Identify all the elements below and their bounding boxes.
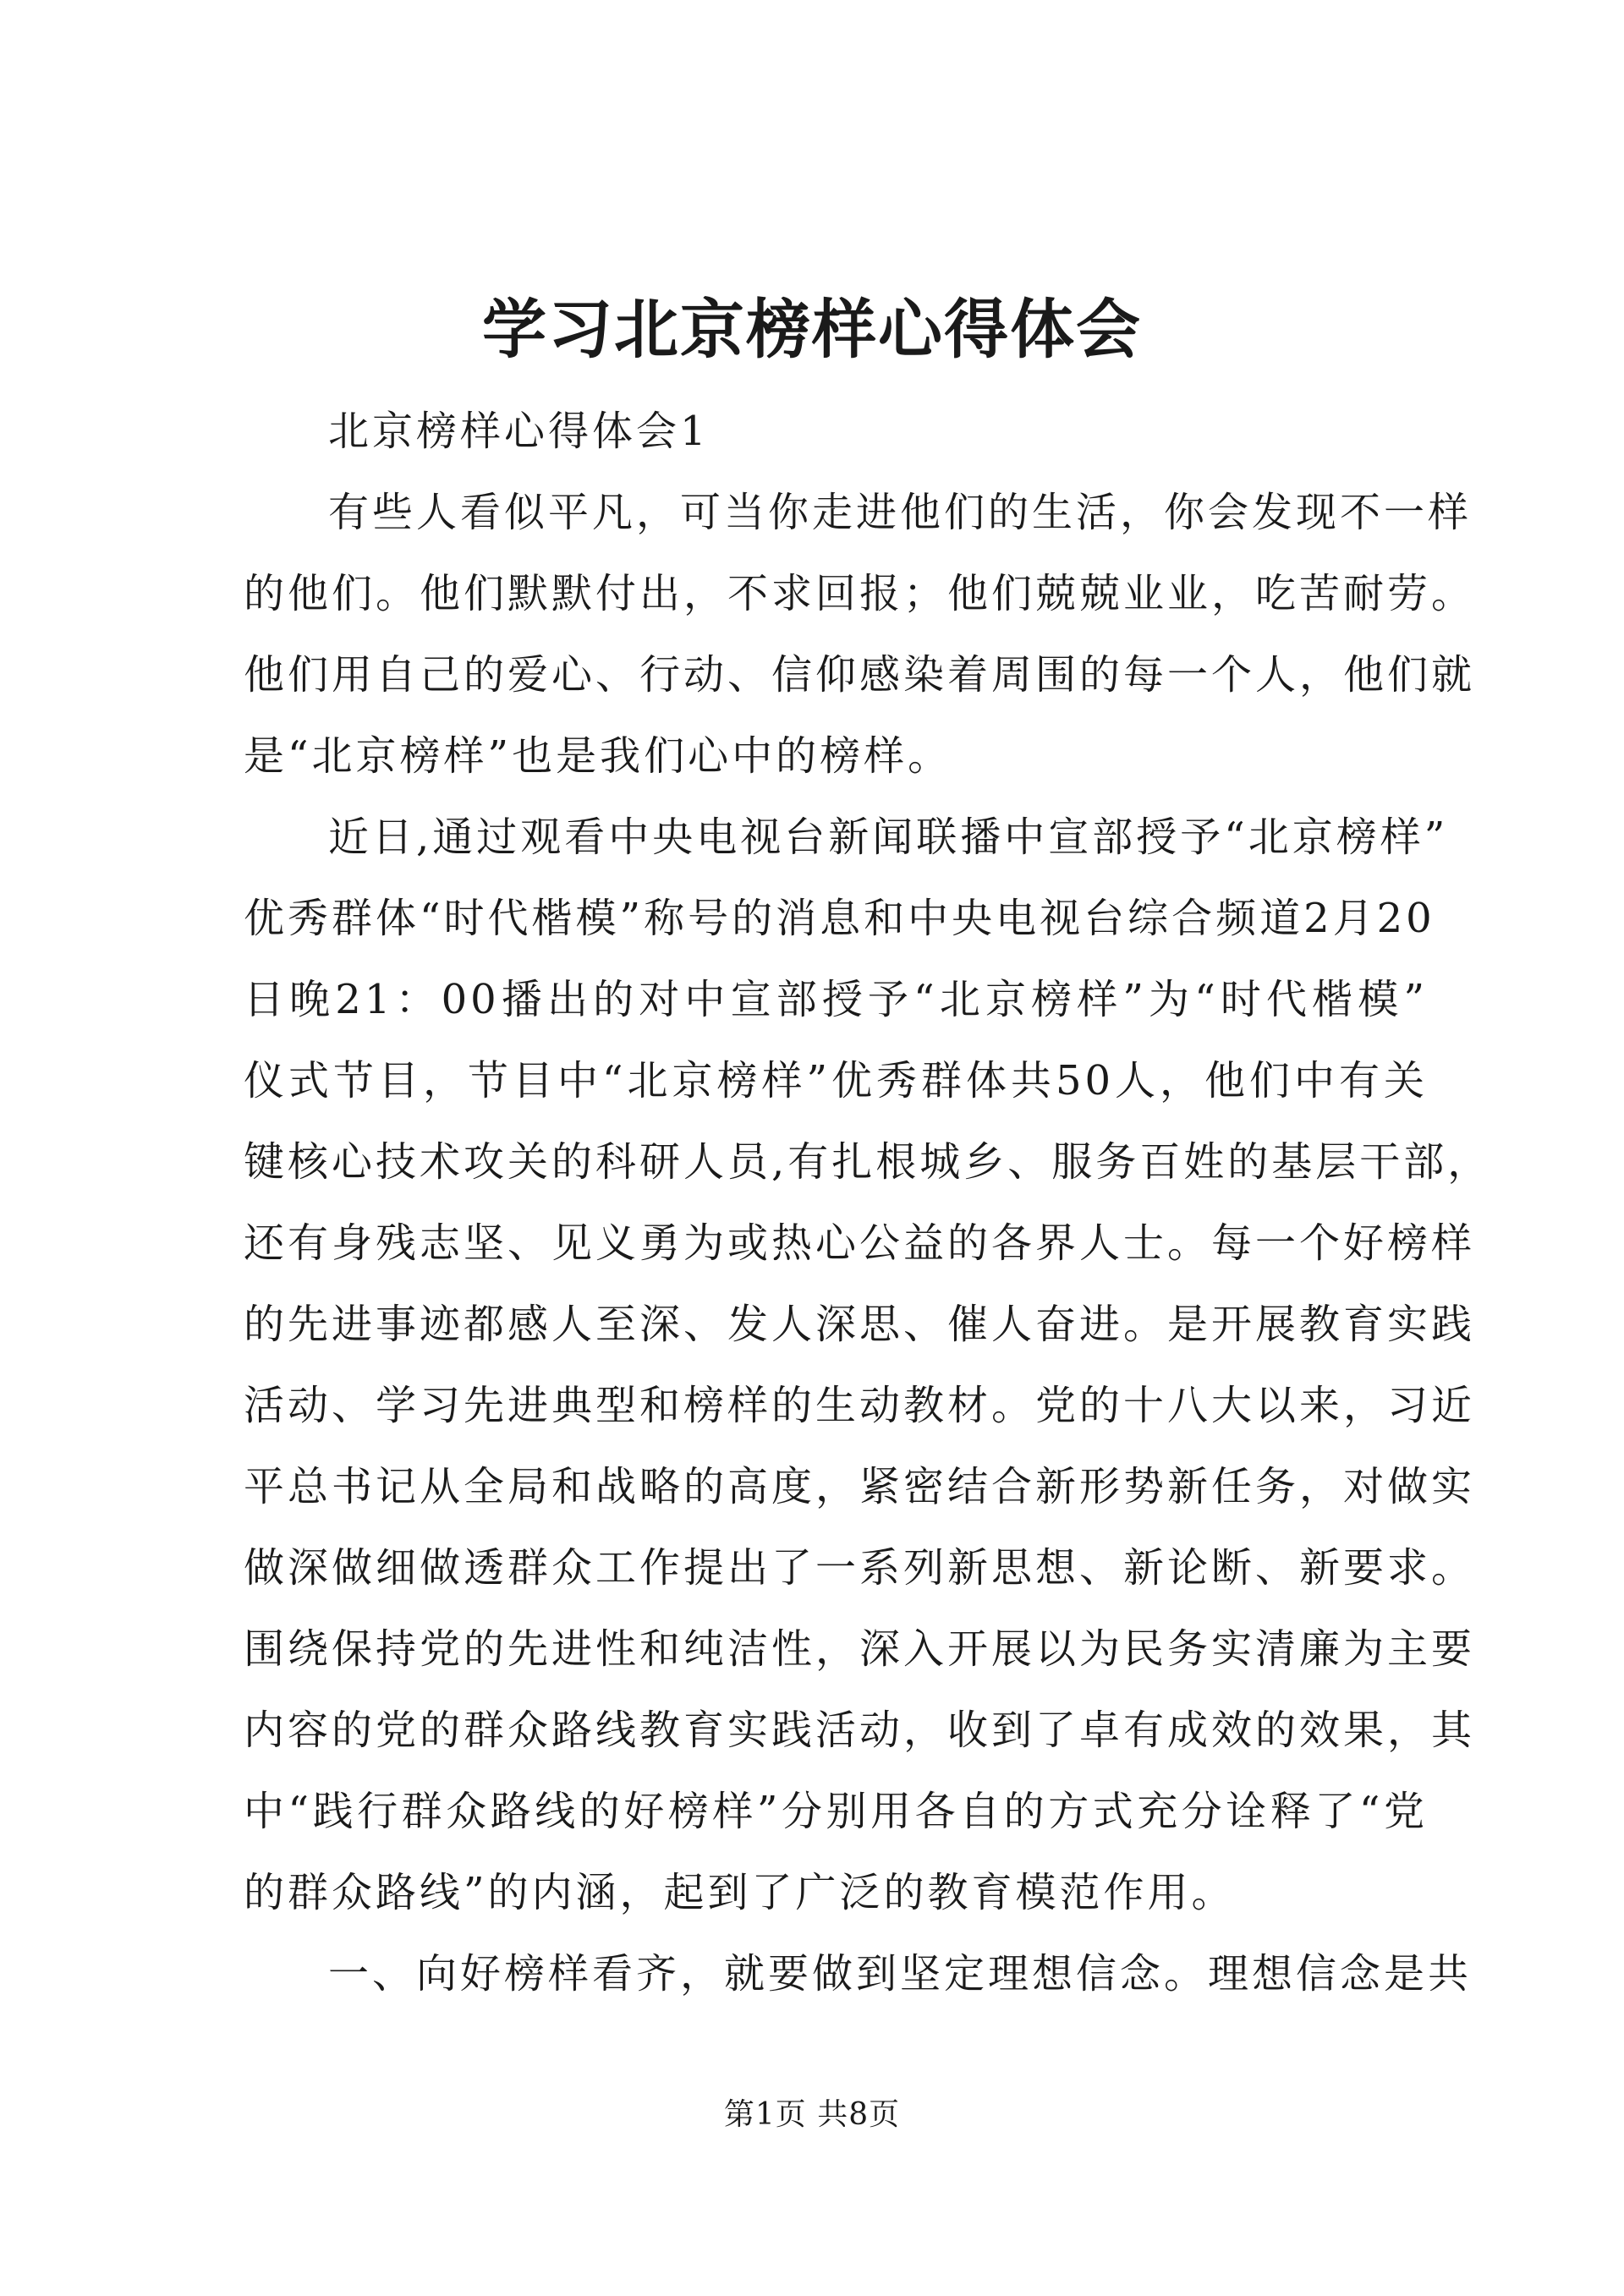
text-line-16: 围绕保持党的先进性和纯洁性，深入开展以为民务实清廉为主要 (244, 1625, 1476, 1673)
text-line-5: 是“北京榜样”也是我们心中的榜样。 (244, 732, 952, 780)
page-number-footer: 第1页 共8页 (723, 2097, 901, 2132)
text-line-9: 仪式节目，节目中“北京榜样”优秀群体共50人，他们中有关 (244, 1057, 1428, 1104)
text-line-3: 的他们。他们默默付出，不求回报；他们兢兢业业，吃苦耐劳。 (244, 570, 1476, 617)
text-line-1: 北京榜样心得体会1 (328, 408, 710, 455)
text-line-15: 做深做细做透群众工作提出了一系列新思想、新论断、新要求。 (244, 1544, 1476, 1592)
text-line-10: 键核心技术攻关的科研人员,有扎根城乡、服务百姓的基层干部， (244, 1138, 1492, 1186)
text-line-20: 一、向好榜样看齐，就要做到坚定理想信念。理想信念是共 (328, 1950, 1473, 1997)
document-body (244, 391, 1492, 2014)
text-line-2: 有些人看似平凡，可当你走进他们的生活，你会发现不一样 (328, 489, 1473, 536)
text-line-14: 平总书记从全局和战略的高度，紧密结合新形势新任务，对做实 (244, 1463, 1476, 1510)
text-line-12: 的先进事迹都感人至深、发人深思、催人奋进。是开展教育实践 (244, 1301, 1476, 1348)
text-line-13: 活动、学习先进典型和榜样的生动教材。党的十八大以来，习近 (244, 1382, 1476, 1429)
text-line-18: 中“践行群众路线的好榜样”分别用各自的方式充分诠释了“党 (244, 1788, 1428, 1835)
text-line-17: 内容的党的群众路线教育实践活动，收到了卓有成效的效果，其 (244, 1707, 1476, 1754)
text-line-11: 还有身残志坚、见义勇为或热心公益的各界人士。每一个好榜样 (244, 1219, 1476, 1267)
text-line-19: 的群众路线”的内涵，起到了广泛的教育模范作用。 (244, 1869, 1236, 1916)
text-line-4: 他们用自己的爱心、行动、信仰感染着周围的每一个人，他们就 (244, 651, 1476, 699)
text-line-6: 近日,通过观看中央电视台新闻联播中宣部授予“北京榜样” (328, 814, 1449, 861)
text-line-7: 优秀群体“时代楷模”称号的消息和中央电视台综合频道2月20 (244, 895, 1435, 942)
document-title: 学习北京榜样心得体会 (482, 292, 1142, 367)
text-line-8: 日晚21：00播出的对中宣部授予“北京榜样”为“时代楷模” (244, 976, 1428, 1023)
